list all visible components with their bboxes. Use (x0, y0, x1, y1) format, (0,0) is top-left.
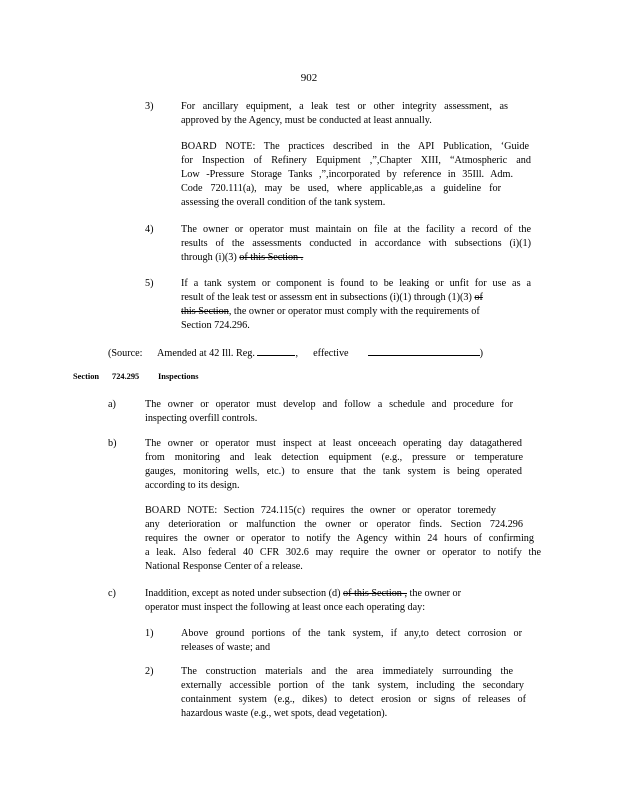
source-line (108, 345, 483, 361)
item-5-line-4: Section 724.296. (181, 320, 250, 331)
sub-c2-line-3: containment system (e.g., dikes) to detect erosion or signs of releases of (181, 694, 526, 705)
sub-c2-label: 2) (145, 666, 154, 677)
sub-c-line-2: operator must inspect the following at least once each operating day: (145, 602, 426, 613)
sub-b-line-1: The owner or operator must inspect at least onceeach operating day datagathered (145, 438, 522, 449)
source-close: ) (479, 348, 484, 359)
register-volume-blank (257, 345, 295, 356)
board-note-1-line-5: assessing the overall condition of the tank system. (181, 197, 386, 208)
item-5-label: 5) (145, 278, 154, 289)
sub-c-line-1 (145, 587, 461, 601)
item-3-line-2: approved by the Agency, must be conducted at least annually. (181, 115, 432, 126)
item-4-struck-text: of this Section . (239, 252, 304, 263)
item-5-struck-section: this Section (181, 306, 229, 317)
board-note-2-line-5: National Response Center of a release. (145, 561, 303, 572)
board-note-2-line-4: a leak. Also federal 40 CFR 302.6 may require the owner or operator to notify the (145, 547, 541, 558)
sub-c-label: c) (108, 588, 116, 599)
section-title: Inspections (158, 372, 199, 381)
item-5-line-1: If a tank system or component is found to be leaking or unfit for use as a (181, 278, 531, 289)
section-word: Section (73, 372, 100, 381)
board-note-2-line-1: BOARD NOTE: Section 724.115(c) requires the owner or operator toremedy (145, 505, 496, 516)
item-5-line-2-text: result of the leak test or assessm ent in subsections (i)(1) through (1)(3) (181, 292, 472, 303)
sub-c2-line-2: externally accessible portion of the tank system, including the secondary (181, 680, 524, 691)
sub-b-line-4: according to its design. (145, 480, 240, 491)
item-4-line-1: The owner or operator must maintain on file at the facility a record of the (181, 224, 531, 235)
item-5-struck-of: of (474, 292, 483, 303)
source-comma: , (295, 348, 299, 359)
board-note-2-line-2: any deterioration or malfunction the owner or operator finds. Section 724.296 (145, 519, 523, 530)
sub-c-line-1-end: the owner or (409, 588, 462, 599)
sub-a-line-1: The owner or operator must develop and follow a schedule and procedure for (145, 399, 513, 410)
sub-b-line-2: from monitoring and leak detection equipment (e.g., pressure or temperature (145, 452, 523, 463)
board-note-1-line-2: for Inspection of Refinery Equipment ,”,Chapter XIII, “Atmospheric and (181, 155, 531, 166)
sub-c1-line-2: releases of waste; and (181, 642, 271, 653)
sub-c-line-1-text: Inaddition, except as noted under subsection (d) (145, 588, 341, 599)
board-note-2-line-3: requires the owner or operator to notify the Agency within 24 hours of confirming (145, 533, 534, 544)
item-4-line-3-text: through (i)(3) (181, 252, 237, 263)
item-5-line-3 (181, 305, 480, 319)
source-effective: effective (313, 348, 349, 359)
sub-c1-line-1: Above ground portions of the tank system, if any,to detect corrosion or (181, 628, 522, 639)
board-note-1-line-1: BOARD NOTE: The practices described in the API Publication, ‘Guide (181, 141, 529, 152)
board-note-1-line-3: Low -Pressure Storage Tanks ,”,incorporated by reference in 35Ill. Adm. (181, 169, 513, 180)
sub-c-struck-text: of this Section , (343, 588, 407, 599)
item-5-line-2 (181, 291, 483, 305)
source-amended: Amended at 42 Ill. Reg. (157, 348, 255, 359)
source-open: (Source: (108, 348, 143, 359)
section-number: 724.295 (112, 372, 140, 381)
item-3-label: 3) (145, 101, 154, 112)
item-3-line-1: For ancillary equipment, a leak test or other integrity assessment, as (181, 101, 508, 112)
item-4-line-2: results of the assessments conducted in accordance with subsections (i)(1) (181, 238, 531, 249)
item-5-line-3-text: , the owner or operator must comply with the requirements of (228, 306, 480, 317)
sub-c1-label: 1) (145, 628, 154, 639)
effective-date-blank (368, 345, 480, 356)
item-4-label: 4) (145, 224, 154, 235)
sub-c2-line-4: hazardous waste (e.g., wet spots, dead vegetation). (181, 708, 388, 719)
sub-a-line-2: inspecting overfill controls. (145, 413, 258, 424)
page-number: 902 (300, 72, 318, 84)
board-note-1-line-4: Code 720.111(a), may be used, where applicable,as a guideline for (181, 183, 501, 194)
item-4-line-3 (181, 251, 303, 265)
sub-b-line-3: gauges, monitoring wells, etc.) to ensure that the tank system is being operated (145, 466, 522, 477)
sub-b-label: b) (108, 438, 117, 449)
sub-c2-line-1: The construction materials and the area immediately surrounding the (181, 666, 513, 677)
sub-a-label: a) (108, 399, 116, 410)
